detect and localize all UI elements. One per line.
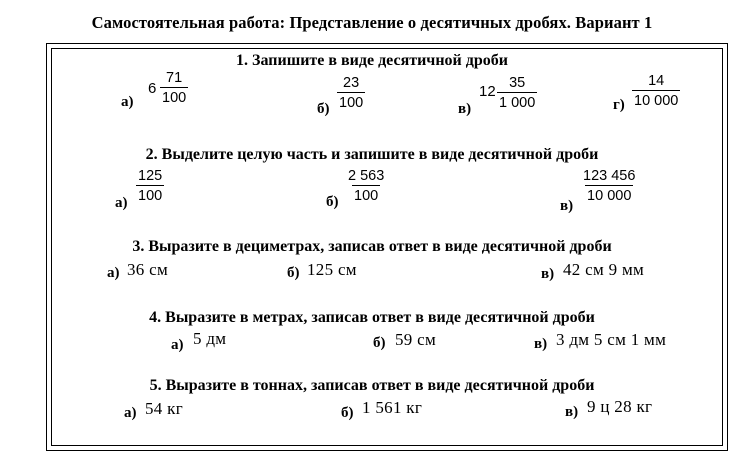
fraction-denominator: 10 000: [585, 185, 633, 204]
fraction-numerator: 35: [509, 75, 526, 91]
fraction-numerator: 2 563: [348, 168, 385, 184]
item-letter: б): [373, 335, 386, 351]
fraction: [581, 168, 637, 204]
item-value: 59 см: [395, 330, 437, 349]
item-letter: б): [287, 265, 300, 281]
fraction-numerator: 14: [648, 73, 665, 89]
item-value: 1 561 кг: [362, 398, 423, 417]
fraction: [497, 75, 537, 111]
item-letter: а): [171, 337, 184, 353]
item-value: 36 см: [127, 260, 169, 279]
fraction: [337, 75, 365, 111]
item-letter: в): [560, 198, 574, 214]
fraction-numerator: 23: [343, 75, 360, 91]
task-1-heading: 1. Запишите в виде десятичной дроби: [236, 52, 508, 69]
fraction-denominator: 100: [352, 185, 380, 204]
fraction-denominator: 1 000: [497, 92, 537, 111]
fraction-numerator: 125: [138, 168, 163, 184]
fraction: [136, 168, 164, 204]
fraction: [346, 168, 386, 204]
item-letter: а): [115, 195, 128, 211]
item-letter: б): [341, 405, 354, 421]
item-letter: г): [613, 97, 625, 113]
fraction-denominator: 10 000: [632, 90, 680, 109]
fraction-denominator: 100: [160, 87, 188, 106]
task-5-heading: 5. Выразите в тоннах, записав ответ в виде десятичной дроби: [149, 377, 595, 394]
task-3-heading: 3. Выразите в дециметрах, записав ответ в виде десятичной дроби: [132, 238, 612, 255]
fraction: [160, 70, 188, 106]
item-letter: в): [534, 336, 548, 352]
item-value: 125 см: [307, 260, 357, 279]
item-letter: в): [458, 101, 472, 117]
item-value: 5 дм: [193, 329, 227, 348]
fraction-numerator: 71: [166, 70, 183, 86]
item-letter: а): [121, 94, 134, 110]
fraction: [632, 73, 680, 109]
task-4-heading: 4. Выразите в метрах, записав ответ в виде десятичной дроби: [149, 309, 595, 326]
item-letter: в): [541, 266, 555, 282]
fraction-denominator: 100: [136, 185, 164, 204]
fraction-numerator: 123 456: [583, 168, 636, 184]
mixed-whole-part: 6: [148, 80, 157, 97]
item-letter: в): [565, 404, 579, 420]
item-letter: а): [107, 265, 120, 281]
item-value: 3 дм 5 см 1 мм: [556, 330, 667, 349]
page-title: Самостоятельная работа: Представление о десятичных дробях. Вариант 1: [91, 13, 653, 32]
task-2-heading: 2. Выделите целую часть и запишите в виде десятичной дроби: [145, 146, 599, 163]
item-letter: б): [317, 101, 330, 117]
item-value: 54 кг: [145, 399, 183, 418]
item-letter: б): [326, 194, 339, 210]
item-value: 42 см 9 мм: [563, 260, 645, 279]
fraction-denominator: 100: [337, 92, 365, 111]
item-letter: а): [124, 405, 137, 421]
item-value: 9 ц 28 кг: [587, 397, 653, 416]
mixed-whole-part: 12: [479, 83, 496, 100]
